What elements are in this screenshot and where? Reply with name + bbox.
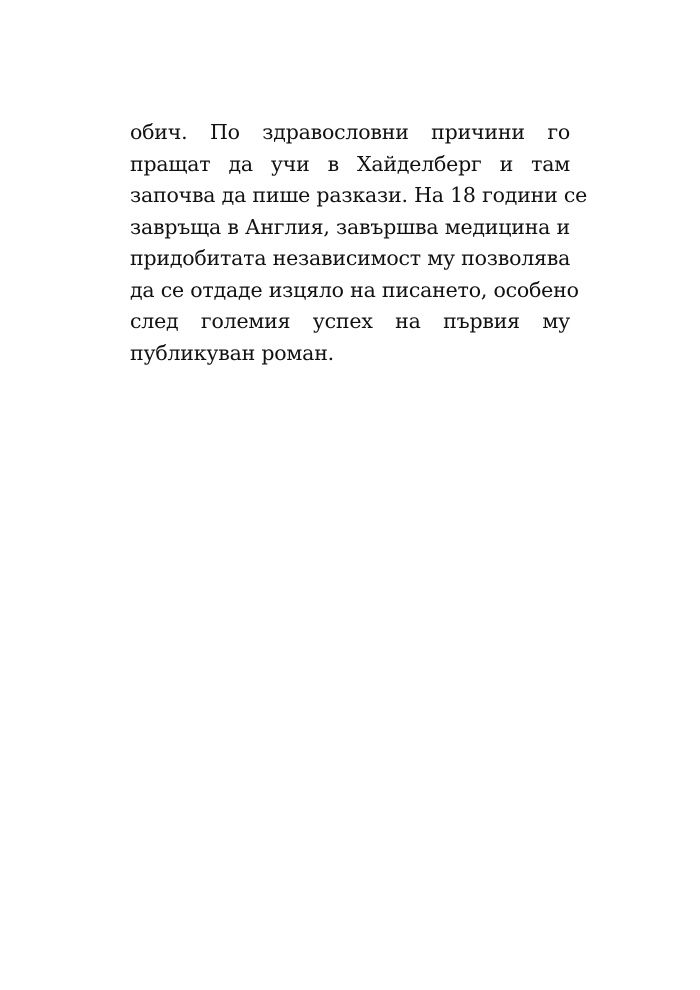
paragraph (130, 117, 588, 369)
text-line: публикуван роман. (130, 340, 334, 365)
text-line: придобитата независимост му позволява (130, 246, 571, 270)
text-line: обич. По здравословни причини го (130, 120, 570, 144)
text-line: да се отдаде изцяло на писането, особено (130, 277, 579, 302)
text-line: пращат да учи в Хайделберг и там (130, 151, 570, 176)
text-line: завръща в Англия, завършва медицина и (130, 214, 570, 239)
text-line: след големия успех на първия му (130, 309, 570, 333)
text-line: започва да пише разкази. На 18 години се (130, 183, 588, 207)
